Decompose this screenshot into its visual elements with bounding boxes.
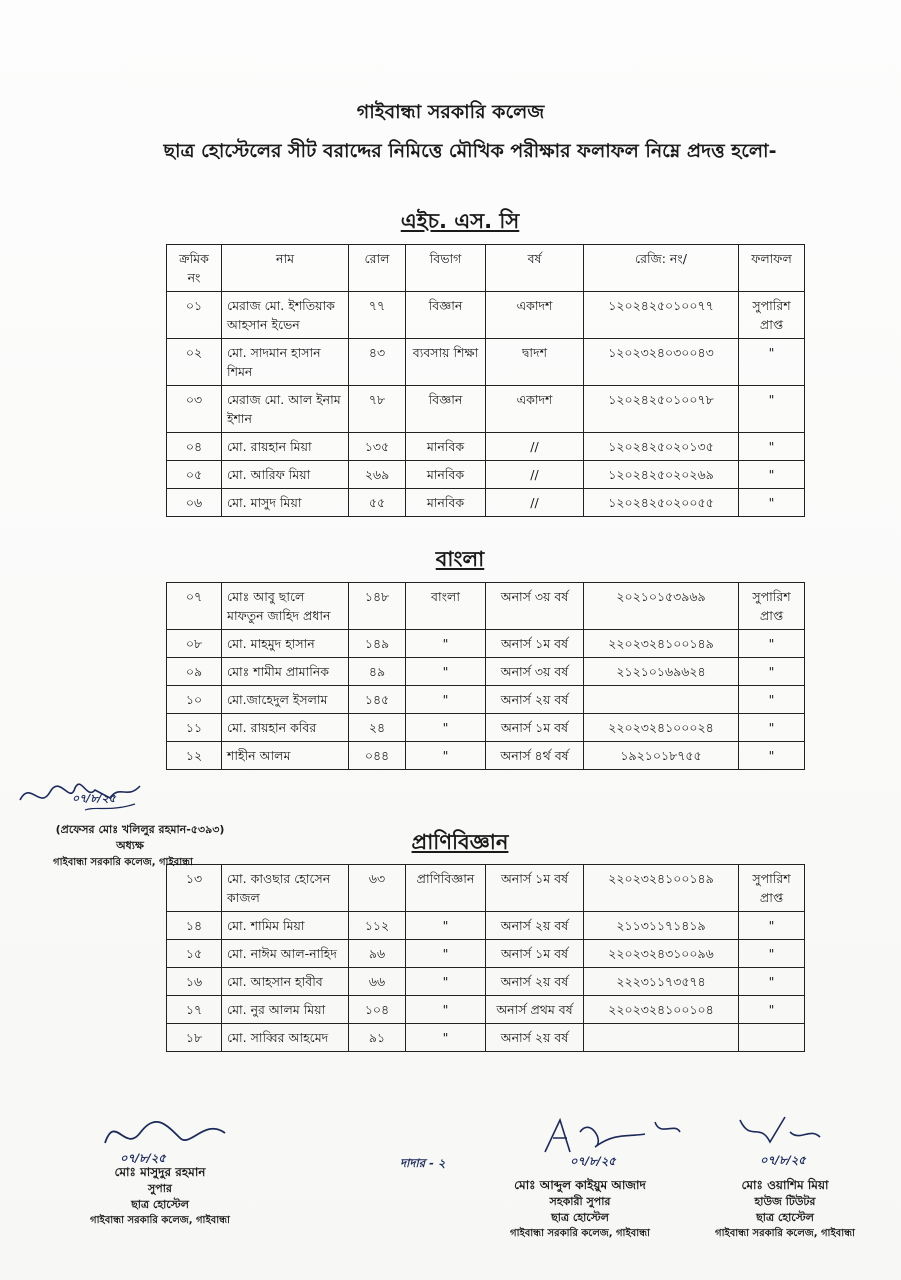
house-tutor-signature <box>730 1112 830 1157</box>
notice-subject: ছাত্র হোস্টেলের সীট বরাদ্দের নিমিত্তে মৌখিক পরীক্ষার ফলাফল নিম্নে প্রদত্ত হলো- <box>163 140 777 162</box>
cell-reg: ১২০২৩২৪০৩০০৪৩ <box>584 339 739 386</box>
table-row <box>167 489 805 517</box>
cell-result: " <box>739 461 805 489</box>
cell-roll: ৪৩ <box>349 339 406 386</box>
cell-name: মো. রায়হান কবির <box>222 714 349 742</box>
cell-dept: মানবিক <box>406 433 486 461</box>
cell-result: " <box>739 714 805 742</box>
column-header: রেজি: নং/ <box>584 245 739 292</box>
cell-name: মো. সাদমান হাসান শিমন <box>222 339 349 386</box>
cell-reg: ২১২১০১৬৯৬২৪ <box>584 658 739 686</box>
cell-year: অনার্স ২য় বর্ষ <box>486 1024 584 1052</box>
section-title-zoology: প্রাণিবিজ্ঞান <box>411 830 509 854</box>
super-signature <box>95 1108 255 1158</box>
cell-reg: ২১১৩১১৭১৪১৯ <box>584 912 739 940</box>
cell-result: " <box>739 630 805 658</box>
cell-name: মো. আরিফ মিয়া <box>222 461 349 489</box>
cell-reg: ১৯২১০১৮৭৫৫ <box>584 742 739 770</box>
cell-sl: ০৩ <box>167 386 222 433</box>
table-header-row <box>167 245 805 292</box>
cell-name: মো. আহসান হাবীব <box>222 968 349 996</box>
cell-result: " <box>739 912 805 940</box>
cell-name: মো. কাওছার হোসেন কাজল <box>222 865 349 912</box>
cell-roll: ৫৫ <box>349 489 406 517</box>
assistant-super-office: ছাত্র হোস্টেল <box>551 1211 609 1224</box>
cell-dept: মানবিক <box>406 489 486 517</box>
cell-reg: ১২০২৪২৫০১০০৭৭ <box>584 292 739 339</box>
section-title-bangla: বাংলা <box>435 547 485 571</box>
principal-date: ০৭/৮/২৫ <box>72 792 116 805</box>
cell-sl: ০৯ <box>167 658 222 686</box>
cell-reg <box>584 686 739 714</box>
table-row <box>167 940 805 968</box>
cell-dept: ব্যবসায় শিক্ষা <box>406 339 486 386</box>
assistant-super-date: ০৭/৮/২৫ <box>570 1154 616 1168</box>
cell-roll: ১১২ <box>349 912 406 940</box>
house-tutor-name: মোঃ ওয়াশিম মিয়া <box>741 1178 829 1192</box>
cell-roll: ১৩৫ <box>349 433 406 461</box>
cell-roll: ৭৭ <box>349 292 406 339</box>
cell-dept: " <box>406 940 486 968</box>
table-row <box>167 686 805 714</box>
cell-name: মেরাজ মো. আল ইনাম ইশান <box>222 386 349 433</box>
cell-dept: প্রাণিবিজ্ঞান <box>406 865 486 912</box>
principal-name: (প্রফেসর মোঃ খলিলুর রহমান-৫৩৯৩) <box>55 823 225 836</box>
cell-roll: ৭৮ <box>349 386 406 433</box>
cell-roll: ১৪৯ <box>349 630 406 658</box>
cell-dept: " <box>406 658 486 686</box>
principal-designation: অধ্যক্ষ <box>116 839 144 852</box>
cell-name: মো. মাহমুদ হাসান <box>222 630 349 658</box>
house-tutor-date: ০৭/৮/২৫ <box>760 1153 806 1167</box>
cell-reg: ২০২১০১৫৩৯৬৯ <box>584 583 739 630</box>
cell-sl: ১২ <box>167 742 222 770</box>
column-header: বর্ষ <box>486 245 584 292</box>
cell-name: মো. রায়হান মিয়া <box>222 433 349 461</box>
cell-year: অনার্স ৩য় বর্ষ <box>486 583 584 630</box>
column-header: নাম <box>222 245 349 292</box>
cell-result: " <box>739 386 805 433</box>
cell-dept: বিজ্ঞান <box>406 292 486 339</box>
table-row <box>167 292 805 339</box>
cell-dept: " <box>406 742 486 770</box>
cell-name: মো.জাহেদুল ইসলাম <box>222 686 349 714</box>
cell-name: শাহীন আলম <box>222 742 349 770</box>
cell-reg: ১২০২৪২৫০২০০৫৫ <box>584 489 739 517</box>
cell-reg: ১২০২৪২৫০২০২৬৯ <box>584 461 739 489</box>
cell-sl: ১৪ <box>167 912 222 940</box>
cell-roll: ২৬৯ <box>349 461 406 489</box>
table-row <box>167 996 805 1024</box>
super-role: সুপার <box>148 1182 172 1195</box>
cell-year: একাদশ <box>486 292 584 339</box>
house-tutor-college: গাইবান্ধা সরকারি কলেজ, গাইবান্ধা <box>715 1228 855 1239</box>
cell-year: অনার্স ২য় বর্ষ <box>486 912 584 940</box>
cell-reg: ২২০২৩২৪১০০০২৪ <box>584 714 739 742</box>
table-row <box>167 865 805 912</box>
cell-result: " <box>739 742 805 770</box>
table-row <box>167 968 805 996</box>
cell-roll: ৬৩ <box>349 865 406 912</box>
cell-reg <box>584 1024 739 1052</box>
cell-name: মোঃ আবু ছালে মাফতুন জাহিদ প্রধান <box>222 583 349 630</box>
house-tutor-role: হাউজ টিউটর <box>754 1195 816 1208</box>
cell-year: // <box>486 489 584 517</box>
cell-sl: ১৬ <box>167 968 222 996</box>
assistant-super-note: দাদার - ২ <box>400 1156 446 1170</box>
cell-dept: " <box>406 996 486 1024</box>
cell-sl: ০১ <box>167 292 222 339</box>
cell-sl: ১৮ <box>167 1024 222 1052</box>
table-row <box>167 658 805 686</box>
cell-year: অনার্স ৩য় বর্ষ <box>486 658 584 686</box>
cell-year: একাদশ <box>486 386 584 433</box>
cell-result: " <box>739 686 805 714</box>
cell-reg: ২২০২৩২৪১০০১৪৯ <box>584 630 739 658</box>
cell-reg: ১২০২৪২৫০১০০৭৮ <box>584 386 739 433</box>
cell-name: মো. মাসুদ মিয়া <box>222 489 349 517</box>
cell-dept: " <box>406 912 486 940</box>
cell-name: মো. নুর আলম মিয়া <box>222 996 349 1024</box>
cell-reg: ২২২৩১১৭৩৫৭৪ <box>584 968 739 996</box>
cell-dept: " <box>406 686 486 714</box>
cell-name: মো. নাঈম আল-নাহিদ <box>222 940 349 968</box>
cell-sl: ০৮ <box>167 630 222 658</box>
cell-dept: " <box>406 714 486 742</box>
cell-year: অনার্স ২য় বর্ষ <box>486 968 584 996</box>
table-row <box>167 339 805 386</box>
cell-name: মো. সাব্বির আহমেদ <box>222 1024 349 1052</box>
column-header: ফলাফল <box>739 245 805 292</box>
cell-roll: ০৪৪ <box>349 742 406 770</box>
cell-dept: " <box>406 968 486 996</box>
cell-dept: বাংলা <box>406 583 486 630</box>
section-title-hsc: এইচ. এস. সি <box>400 209 520 233</box>
cell-roll: ৬৬ <box>349 968 406 996</box>
cell-result: " <box>739 339 805 386</box>
cell-sl: ১৭ <box>167 996 222 1024</box>
principal-college: গাইবান্ধা সরকারি কলেজ, গাইবান্ধা <box>53 857 193 868</box>
super-office: ছাত্র হোস্টেল <box>131 1198 189 1211</box>
cell-year: অনার্স ১ম বর্ষ <box>486 630 584 658</box>
cell-result: " <box>739 968 805 996</box>
cell-reg: ২২০২৩২৪১০০১৪৯ <box>584 865 739 912</box>
cell-year: // <box>486 433 584 461</box>
results-table-zoology <box>166 864 805 1052</box>
assistant-super-name: মোঃ আব্দুল কাইয়ুম আজাদ <box>514 1178 646 1192</box>
cell-sl: ০২ <box>167 339 222 386</box>
column-header: বিভাগ <box>406 245 486 292</box>
cell-dept: " <box>406 630 486 658</box>
cell-reg: ১২০২৪২৫০২০১৩৫ <box>584 433 739 461</box>
column-header: রোল <box>349 245 406 292</box>
cell-result: " <box>739 489 805 517</box>
cell-dept: বিজ্ঞান <box>406 386 486 433</box>
assistant-super-college: গাইবান্ধা সরকারি কলেজ, গাইবান্ধা <box>510 1228 650 1239</box>
house-tutor-office: ছাত্র হোস্টেল <box>756 1211 814 1224</box>
table-row <box>167 583 805 630</box>
cell-roll: ১০৪ <box>349 996 406 1024</box>
cell-result: " <box>739 658 805 686</box>
cell-result: সুপারিশ প্রাপ্ত <box>739 865 805 912</box>
cell-dept: মানবিক <box>406 461 486 489</box>
cell-year: দ্বাদশ <box>486 339 584 386</box>
cell-result <box>739 1024 805 1052</box>
super-date: ০৭/৮/২৫ <box>120 1151 166 1165</box>
table-row <box>167 630 805 658</box>
cell-year: অনার্স ২য় বর্ষ <box>486 686 584 714</box>
table-row <box>167 1024 805 1052</box>
table-row <box>167 912 805 940</box>
cell-result: সুপারিশ প্রাপ্ত <box>739 292 805 339</box>
cell-sl: ০৬ <box>167 489 222 517</box>
cell-roll: ৪৯ <box>349 658 406 686</box>
cell-sl: ০৫ <box>167 461 222 489</box>
cell-roll: ৯৬ <box>349 940 406 968</box>
cell-year: অনার্স ১ম বর্ষ <box>486 865 584 912</box>
cell-sl: ১১ <box>167 714 222 742</box>
cell-roll: ১৪৫ <box>349 686 406 714</box>
results-table-bangla <box>166 582 805 770</box>
assistant-super-role: সহকারী সুপার <box>549 1195 611 1208</box>
cell-result: " <box>739 433 805 461</box>
table-row <box>167 433 805 461</box>
results-table-hsc <box>166 244 805 517</box>
cell-year: অনার্স ৪র্থ বর্ষ <box>486 742 584 770</box>
cell-name: মোঃ শামীম প্রামানিক <box>222 658 349 686</box>
cell-sl: ০৪ <box>167 433 222 461</box>
cell-name: মো. শামিম মিয়া <box>222 912 349 940</box>
cell-year: // <box>486 461 584 489</box>
cell-roll: ৯১ <box>349 1024 406 1052</box>
cell-reg: ২২০২৩২৪৩১০০৯৬ <box>584 940 739 968</box>
table-row <box>167 742 805 770</box>
cell-year: অনার্স ১ম বর্ষ <box>486 940 584 968</box>
cell-year: অনার্স ১ম বর্ষ <box>486 714 584 742</box>
super-name: মোঃ মাসুদুর রহমান <box>114 1165 206 1179</box>
cell-result: সুপারিশ প্রাপ্ত <box>739 583 805 630</box>
table-row <box>167 386 805 433</box>
table-row <box>167 714 805 742</box>
cell-sl: ১৫ <box>167 940 222 968</box>
cell-result: " <box>739 996 805 1024</box>
cell-year: অনার্স প্রথম বর্ষ <box>486 996 584 1024</box>
cell-result: " <box>739 940 805 968</box>
cell-sl: ১৩ <box>167 865 222 912</box>
cell-name: মেরাজ মো. ইশতিয়াক আহসান ইভেন <box>222 292 349 339</box>
column-header: ক্রমিক নং <box>167 245 222 292</box>
super-college: গাইবান্ধা সরকারি কলেজ, গাইবান্ধা <box>90 1215 230 1226</box>
cell-roll: ১৪৮ <box>349 583 406 630</box>
cell-sl: ১০ <box>167 686 222 714</box>
table-row <box>167 461 805 489</box>
cell-roll: ২৪ <box>349 714 406 742</box>
cell-reg: ২২০২৩২৪১০০১০৪ <box>584 996 739 1024</box>
cell-sl: ০৭ <box>167 583 222 630</box>
college-title: গাইবান্ধা সরকারি কলেজ <box>356 101 545 123</box>
cell-dept: " <box>406 1024 486 1052</box>
